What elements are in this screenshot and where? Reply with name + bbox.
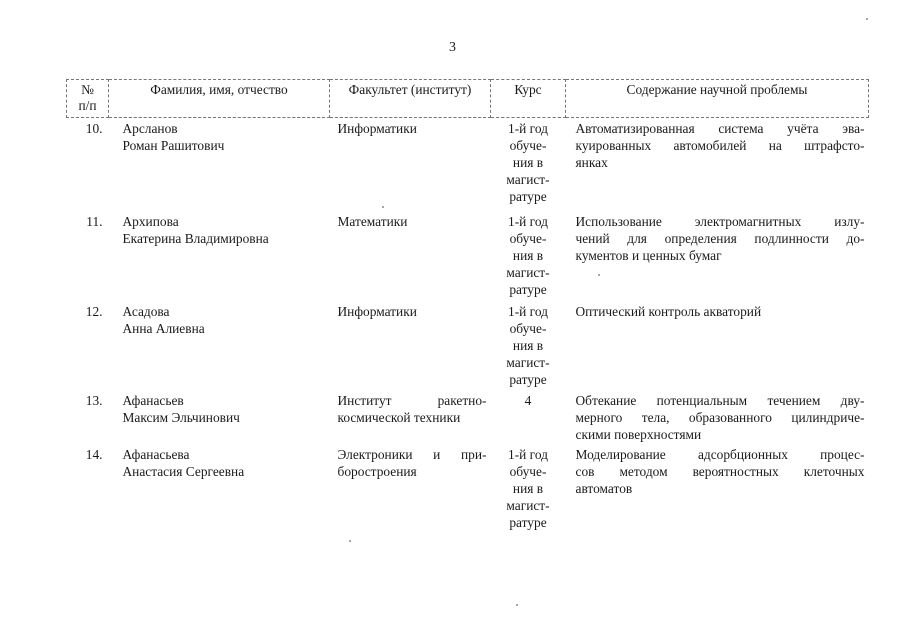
student-surname: Архипова	[122, 214, 179, 229]
scan-speck	[598, 274, 600, 276]
row-number: 14.	[85, 447, 103, 462]
research-topic: Использование электромагнитных излу- чений для определения подлинности до- кументов и ценных бумаг	[575, 214, 865, 263]
table-header-row	[67, 80, 869, 118]
header-topic: Содержание научной проблемы	[566, 80, 869, 118]
table-row	[67, 118, 869, 212]
student-given-names: Екатерина Владимировна	[122, 231, 269, 246]
faculty: Информатики	[337, 304, 417, 319]
student-surname: Афанасьева	[122, 447, 190, 462]
faculty: Информатики	[337, 121, 417, 136]
student-surname: Асадова	[122, 304, 170, 319]
row-number: 13.	[85, 393, 103, 408]
student-given-names: Анна Алиевна	[122, 321, 205, 336]
research-topic: Моделирование адсорбционных процес- сов методом вероятностных клеточных автоматов	[575, 447, 865, 496]
header-full-name: Фамилия, имя, отчество	[109, 80, 330, 118]
scan-speck	[516, 604, 518, 606]
faculty: Математики	[337, 214, 408, 229]
students-table	[66, 79, 869, 536]
faculty: Институт ракетно- космической техники	[337, 393, 487, 425]
student-name	[109, 118, 330, 212]
scan-speck	[866, 18, 868, 20]
student-name	[109, 301, 330, 390]
course: 4	[524, 393, 532, 408]
student-surname: Арсланов	[122, 121, 178, 136]
research-topic: Оптический контроль акваторий	[575, 304, 762, 319]
row-number: 12.	[85, 304, 103, 319]
student-given-names: Анастасия Сергеевна	[122, 464, 245, 479]
course: 1-й год обуче- ния в магист- ратуре	[506, 304, 550, 387]
course: 1-й год обуче- ния в магист- ратуре	[506, 447, 550, 530]
student-name	[109, 444, 330, 536]
header-number: № п/п	[67, 80, 109, 118]
student-surname: Афанасьев	[122, 393, 184, 408]
student-name	[109, 211, 330, 301]
student-name	[109, 390, 330, 444]
table-row	[67, 390, 869, 444]
course: 1-й год обуче- ния в магист- ратуре	[506, 121, 550, 204]
faculty: Электроники и при- боростроения	[337, 447, 487, 479]
course: 1-й год обуче- ния в магист- ратуре	[506, 214, 550, 297]
scan-speck	[349, 540, 351, 542]
page-number: 3	[449, 40, 456, 55]
table-row	[67, 444, 869, 536]
student-given-names: Роман Рашитович	[122, 138, 225, 153]
header-course: Курс	[491, 80, 566, 118]
header-faculty: Факультет (институт)	[330, 80, 491, 118]
row-number: 11.	[86, 214, 103, 229]
student-given-names: Максим Эльчинович	[122, 410, 240, 425]
table-row	[67, 211, 869, 301]
research-topic: Обтекание потенциальным течением дву- мерного тела, образованного цилиндриче- скими поверхностями	[575, 393, 865, 442]
scan-speck	[382, 206, 384, 208]
row-number: 10.	[85, 121, 103, 136]
table-row	[67, 301, 869, 390]
research-topic: Автоматизированная система учёта эва- куированных автомобилей на штрафсто- янках	[575, 121, 865, 170]
